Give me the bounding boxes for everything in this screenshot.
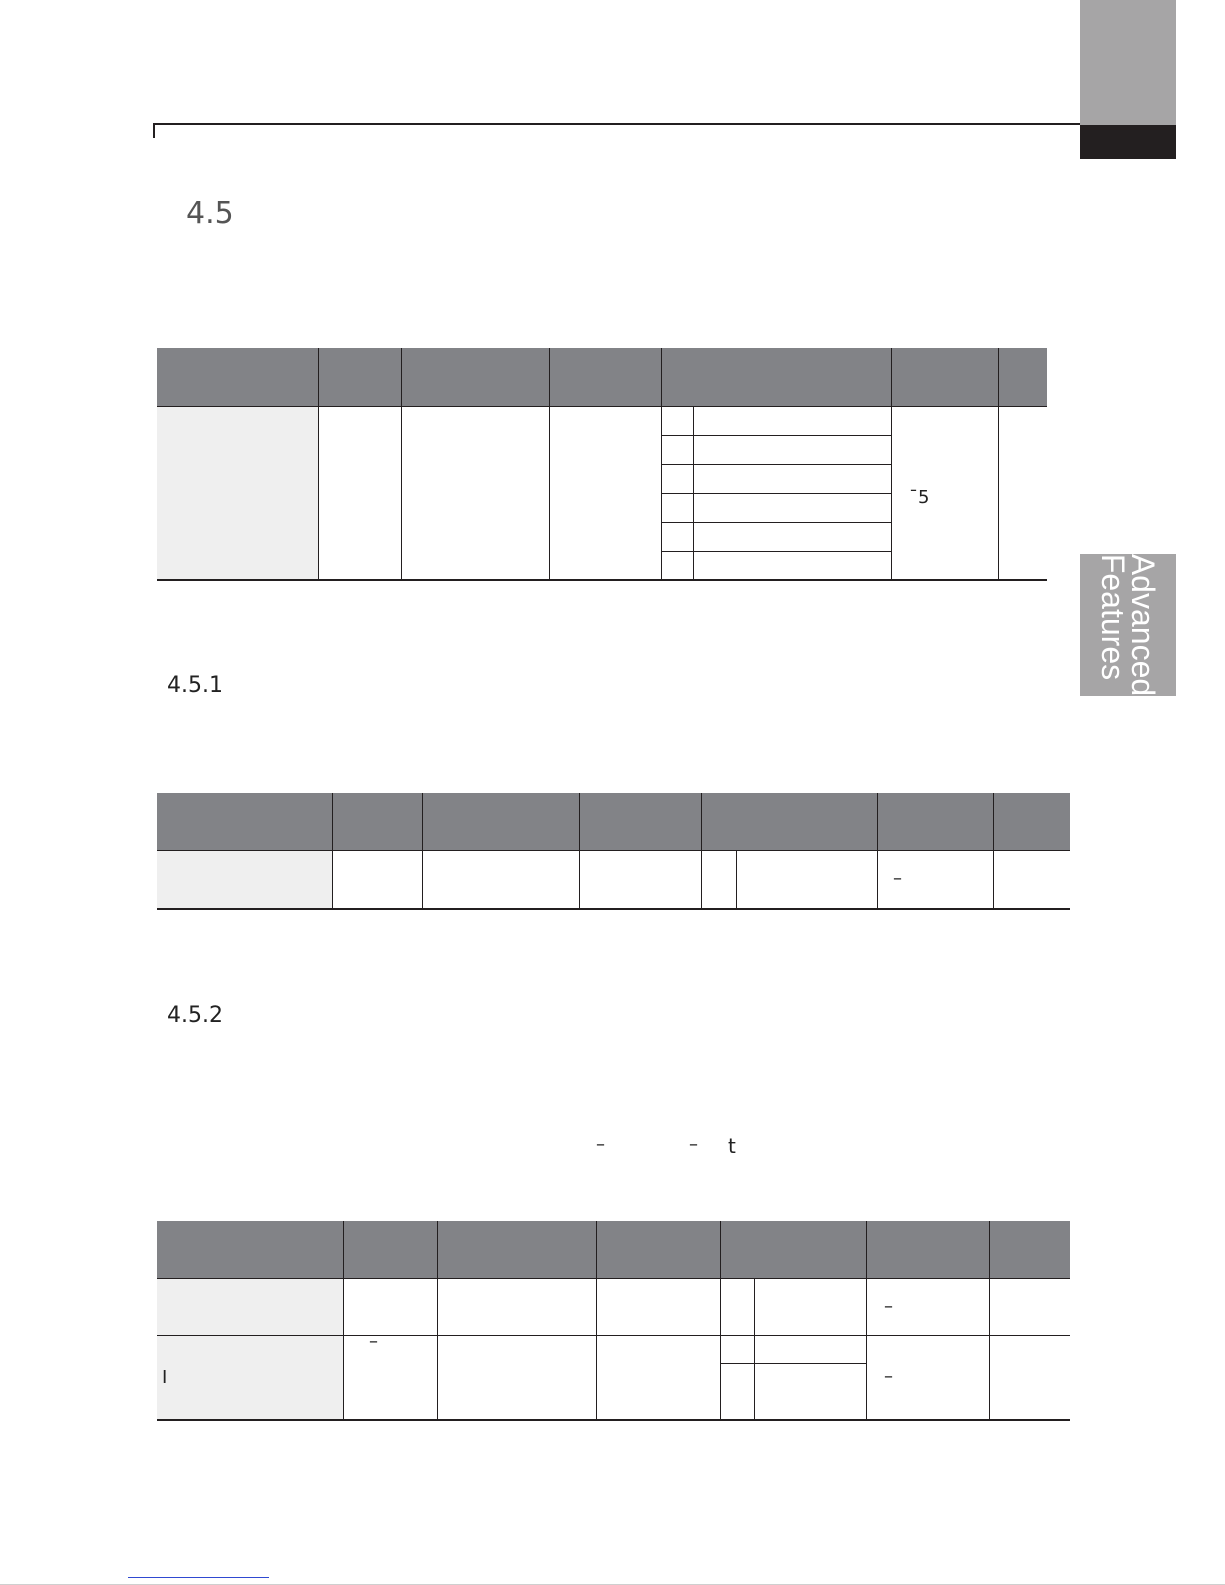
table1-col-divider (891, 348, 892, 580)
header-rule-tick (153, 123, 155, 138)
table1-col-divider (318, 348, 319, 580)
body-dash-1: – (596, 1134, 605, 1155)
table3-subrow-line (720, 1363, 866, 1364)
table3-subcol-divider (754, 1278, 755, 1420)
table1-label-cell (157, 406, 318, 580)
chapter-side-tab-label: Advanced Features (1095, 553, 1161, 697)
table2-col-divider (701, 793, 702, 909)
table2-bottom-rule (157, 908, 1070, 910)
table2-range-fragment: – (893, 868, 902, 889)
table2-subcol-divider (736, 850, 737, 909)
table2-col-divider (422, 793, 423, 909)
section-number-sub2: 4.5.2 (167, 1003, 223, 1028)
section-number-main: 4.5 (186, 196, 234, 231)
table3-header-row (157, 1221, 1070, 1278)
table1-subrow-line (661, 464, 891, 465)
table3-col-divider (596, 1221, 597, 1420)
table1-subrow-line (661, 522, 891, 523)
table1-range-fragment: ¯5 (909, 487, 930, 508)
table1-subrow-line (661, 435, 891, 436)
table2-col-divider (993, 793, 994, 909)
table1-subrow-line (661, 493, 891, 494)
table3-bottom-rule (157, 1419, 1070, 1421)
table3-col-divider (343, 1221, 344, 1420)
table2-label-cell (157, 850, 332, 909)
table3-col-divider (720, 1221, 721, 1420)
table3-label-cell-2 (157, 1336, 343, 1420)
table1-col-divider (549, 348, 550, 580)
table1-subrow-line (661, 551, 891, 552)
table1-col-divider (998, 348, 999, 580)
table1-col-divider (401, 348, 402, 580)
table3-label-cell-1 (157, 1278, 343, 1335)
table3-col-divider (866, 1221, 867, 1420)
table2-col-divider (877, 793, 878, 909)
chapter-side-tab (1080, 554, 1176, 696)
table3-col-divider (437, 1221, 438, 1420)
table2-header-bottom-line (157, 850, 1070, 851)
table1-header-row (157, 348, 1047, 406)
table3-row-line (157, 1335, 1070, 1336)
table2-col-divider (579, 793, 580, 909)
table3-row2-col2: – (369, 1331, 378, 1352)
table2-col-divider (332, 793, 333, 909)
table3-row2-label: I (162, 1367, 168, 1388)
header-rule (153, 123, 1080, 125)
body-letter-t: t (728, 1134, 736, 1158)
table1-header-bottom-line (157, 406, 1047, 407)
footer-link-underline[interactable] (128, 1577, 269, 1578)
table3-row2-range: – (884, 1366, 893, 1387)
section-number-sub1: 4.5.1 (167, 673, 223, 698)
body-dash-2: – (689, 1134, 698, 1155)
table3-col-divider (989, 1221, 990, 1420)
table1-bottom-rule (157, 579, 1047, 581)
table3-header-bottom-line (157, 1278, 1070, 1279)
table3-row1-range: – (884, 1296, 893, 1317)
header-tab-black (1080, 125, 1176, 159)
header-tab-gray (1080, 0, 1176, 125)
table2-header-row (157, 793, 1070, 850)
